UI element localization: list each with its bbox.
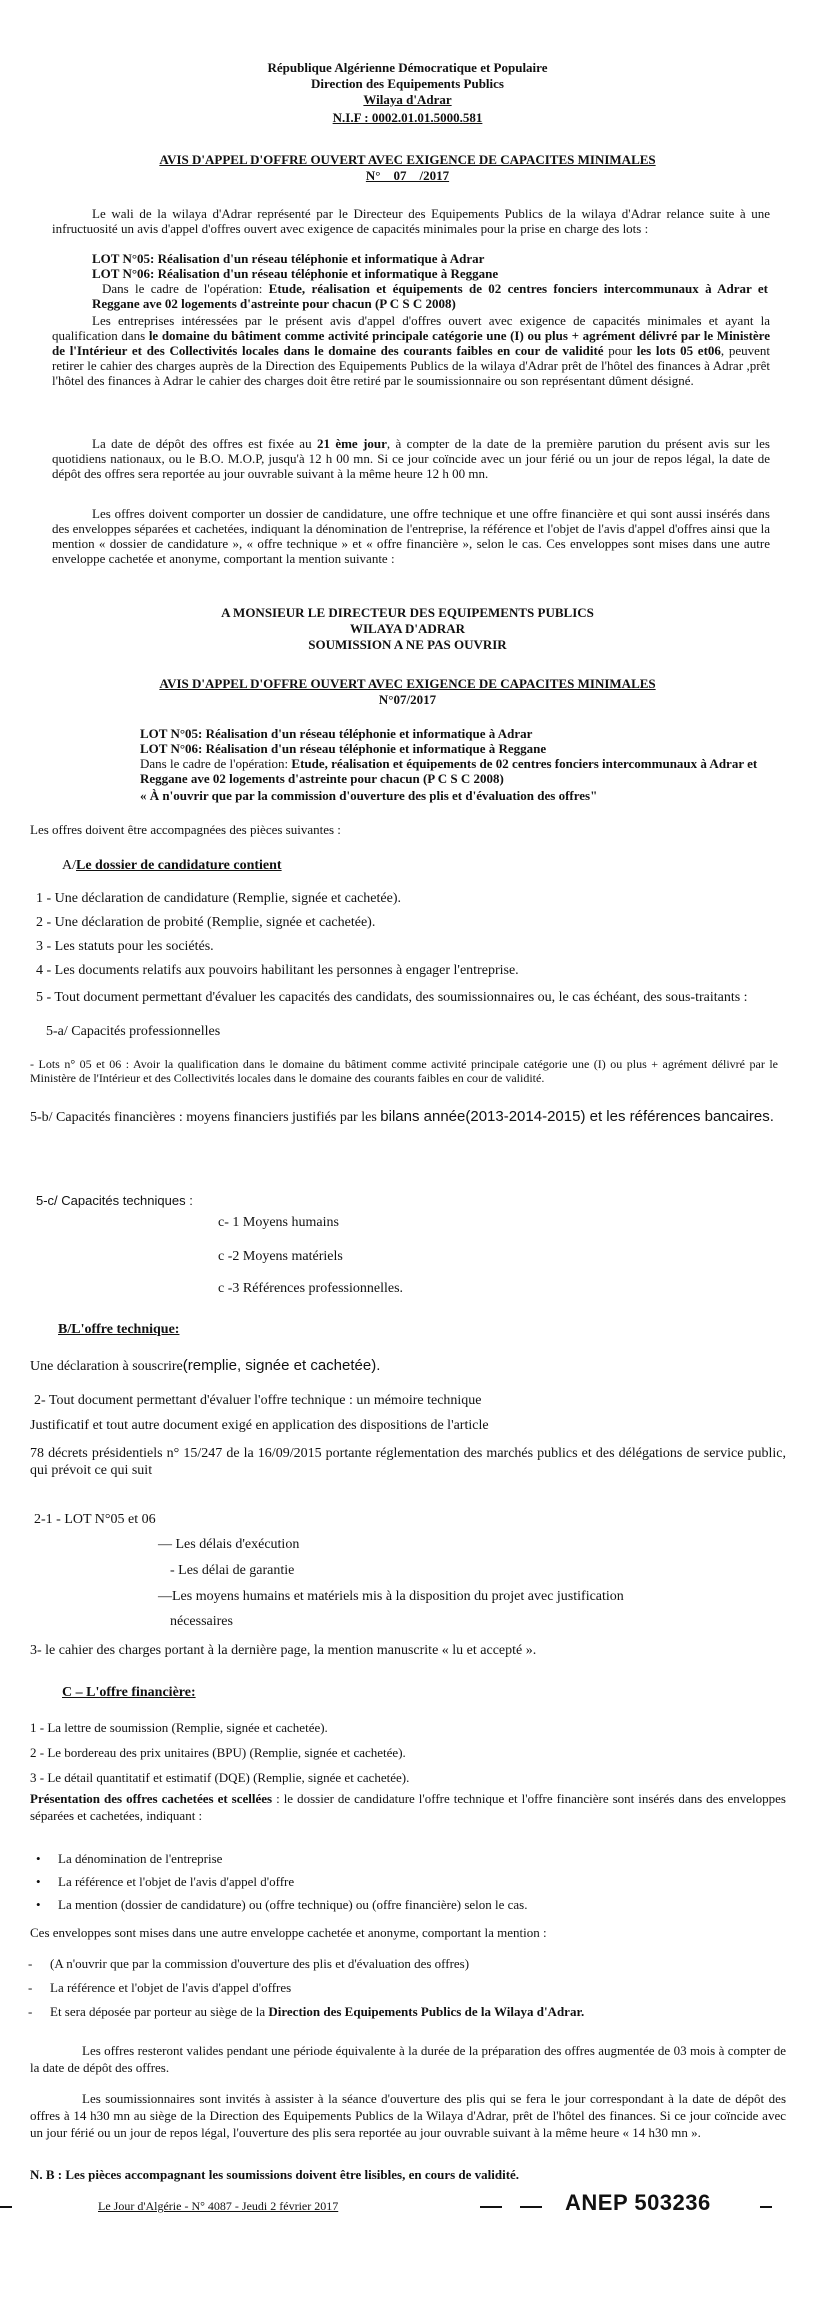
b-delais-execution: — Les délais d'exécution [158, 1537, 300, 1552]
sub-5b: 5-b/ Capacités financières : moyens financiers justifiés par les bilans année(2013-2014-2015) et les références bancaires. [30, 1108, 774, 1125]
c-dash-reference: - La référence et l'objet de l'avis d'appel d'offres [28, 1980, 292, 1995]
b-moyens: —Les moyens humains et matériels mis à la disposition du projet avec justification [158, 1589, 624, 1604]
b-decret: 78 décrets présidentiels n° 15/247 de la 16/09/2015 portante réglementation des marchés publics et des délégations de service public, qui prévoit ce qui suit [30, 1446, 786, 1478]
header-line-wilaya: Wilaya d'Adrar [363, 92, 452, 107]
pieces-intro: Les offres doivent être accompagnées des pièces suivantes : [30, 822, 341, 837]
footer-dash-right [760, 2206, 772, 2208]
c-bullet-denomination: • La dénomination de l'entreprise [58, 1851, 222, 1867]
c-invitation: Les soumissionnaires sont invités à assister à la séance d'ouverture des plis qui se fera le jour correspondant à la date de dépôt des offres à 14 h30 mn au siège de la Direction des Equipements Publics de la Wilaya d'Adrar, prêt de l'hôtel des finances. Si ce jour coïncide avec un jour férié ou un jour de repos légal, l'ouverture des plis sera reportée au jour ouvrable suivant à la même heure « 14 h30 mn ». [30, 2091, 786, 2140]
b-necessaires: nécessaires [170, 1614, 233, 1629]
c-item-dqe: 3 - Le détail quantitatif et estimatif (DQE) (Remplie, signée et cachetée). [30, 1770, 410, 1785]
section-a-heading: A/Le dossier de candidature contient [62, 858, 282, 873]
section-c-heading: C – L'offre financière: [62, 1685, 196, 1700]
republic-header [0, 60, 815, 126]
sub-c3: c -3 Références professionnelles. [218, 1281, 404, 1296]
c-item-lettre: 1 - La lettre de soumission (Remplie, signée et cachetée). [30, 1720, 328, 1735]
operation-paragraph: Dans le cadre de l'opération: Etude, réalisation et équipements de 02 centres fonciers intercommunaux à Adrar et Reggane ave 02 logements d'astreinte pour chacun (P C S C 2008) [92, 281, 768, 311]
list-item-capacites: 5 - Tout document permettant d'évaluer les capacités des candidats, des soumissionnaires ou, le cas échéant, des sous-traitants : [36, 990, 748, 1005]
c-dash-ouvrir: - (A n'ouvrir que par la commission d'ouverture des plis et d'évaluation des offres) [28, 1956, 470, 1971]
footer-dash-left [0, 2206, 12, 2208]
header-nif: N.I.F : 0002.01.01.5000.581 [332, 110, 483, 125]
deposit-date-paragraph: La date de dépôt des offres est fixée au 21 ème jour, à compter de la date de la première parution du présent avis sur les quotidiens nationaux, ou le B.O. M.O.P, jusqu'à 12 h 00 mn. Si ce jour coïncide avec un jour férié ou un jour de repos légal, la date de dépôt des offres sera reportée au jour ouvrable suivant à la même heure 12 h 00 mn. [52, 436, 770, 481]
avis-number-2: N°07/2017 [378, 692, 437, 707]
avis-title-2: AVIS D'APPEL D'OFFRE OUVERT AVEC EXIGENCE DE CAPACITES MINIMALES [159, 676, 656, 691]
footer-anep-reference: ANEP 503236 [565, 2190, 711, 2215]
lot-06: LOT N°06: Réalisation d'un réseau téléphonie et informatique à Reggane [92, 266, 499, 281]
intro-paragraph: Le wali de la wilaya d'Adrar représenté par le Directeur des Equipements Publics de la wilaya d'Adrar relance suite à une infructuosité un avis d'appel d'offres ouvert avec exigence de capacités minimales pour la prise en charge des lots : [52, 206, 770, 236]
b-item-2: 2- Tout document permettant d'évaluer l'offre technique : un mémoire technique [34, 1393, 482, 1408]
avis-number: N° 07 /2017 [365, 168, 450, 183]
sub-c1: c- 1 Moyens humains [218, 1215, 339, 1230]
lot-05: LOT N°05: Réalisation d'un réseau téléphonie et informatique à Adrar [92, 251, 485, 266]
b-item-3: 3- le cahier des charges portant à la dernière page, la mention manuscrite « lu et accepté ». [30, 1643, 537, 1658]
lots-qualification-note: - Lots n° 05 et 06 : Avoir la qualification dans le domaine du bâtiment comme activité principale catégorie une (I) ou plus + agrément délivré par le Ministère de l'Intérieur et des Collectivités locales dans le domaine des courants faibles en cour de validité. [30, 1057, 778, 1085]
c-item-bpu: 2 - Le bordereau des prix unitaires (BPU) (Remplie, signée et cachetée). [30, 1745, 406, 1760]
c-nb: N. B : Les pièces accompagnant les soumissions doivent être lisibles, en cours de validité. [30, 2167, 520, 2182]
header-line-direction: Direction des Equipements Publics [311, 76, 504, 91]
c-dash-depot: - Et sera déposée par porteur au siège de la Direction des Equipements Publics de la Wilaya d'Adrar. [28, 2004, 585, 2019]
list-item-declaration-candidature: 1 - Une déclaration de candidature (Remplie, signée et cachetée). [36, 891, 401, 906]
list-item-declaration-probite: 2 - Une déclaration de probité (Remplie, signée et cachetée). [36, 915, 376, 930]
envelope-line-wilaya: WILAYA D'ADRAR [350, 621, 465, 636]
avis-title: AVIS D'APPEL D'OFFRE OUVERT AVEC EXIGENCE DE CAPACITES MINIMALES [159, 152, 656, 167]
list-item-statuts: 3 - Les statuts pour les sociétés. [36, 939, 214, 954]
envelope-mention [0, 605, 815, 653]
opening-mention: « À n'ouvrir que par la commission d'ouverture des plis et d'évaluation des offres" [140, 788, 598, 803]
envelope-line-soumission: SOUMISSION A NE PAS OUVRIR [308, 637, 507, 652]
b-sub-2-1: 2-1 - LOT N°05 et 06 [34, 1512, 156, 1527]
b-justificatif: Justificatif et tout autre document exigé en application des dispositions de l'article [30, 1418, 489, 1433]
sub-5a: 5-a/ Capacités professionnelles [46, 1024, 221, 1039]
b-declaration: Une déclaration à souscrire(remplie, signée et cachetée). [30, 1357, 381, 1374]
footer-journal: Le Jour d'Algérie - N° 4087 - Jeudi 2 février 2017 [98, 2199, 339, 2213]
offers-composition-paragraph: Les offres doivent comporter un dossier de candidature, une offre technique et une offre financière et qui sont aussi insérés dans des enveloppes séparées et cachetées, indiquant la dénomination de l'entreprise, la référence et l'objet de l'avis d'appel d'offres ainsi que la mention « dossier de candidature », « offre technique » et « offre financière », selon le cas. Ces enveloppes sont mises dans une autre enveloppe cachetée et anonyme, comportant la mention suivante : [52, 506, 770, 566]
lot-06-2: LOT N°06: Réalisation d'un réseau téléphonie et informatique à Reggane [140, 741, 547, 756]
section-b-heading: B/L'offre technique: [58, 1322, 180, 1337]
c-presentation: Présentation des offres cachetées et scellées : le dossier de candidature l'offre technique et l'offre financière sont insérés dans des enveloppes séparées et cachetées, indiquant : [30, 1791, 786, 1823]
operation-paragraph-2: Dans le cadre de l'opération: Etude, réalisation et équipements de 02 centres fonciers intercommunaux à Adrar et Reggane ave 02 logements d'astreinte pour chacun (P C S C 2008) [140, 756, 758, 786]
b-delai-garantie: - Les délai de garantie [170, 1563, 295, 1578]
qualification-paragraph: Les entreprises intéressées par le présent avis d'appel d'offres ouvert avec exigence de capacités minimales et ayant la qualification dans le domaine du bâtiment comme activité principale catégorie une (I) ou plus + agrément délivré par le Ministère de l'Intérieur et des Collectivités locales dans le domaine des courants faibles en cour de validité pour les lots 05 et06, peuvent retirer le cahier des charges auprès de la Direction des Equipements Publics de la wilaya d'Adrar prêt de l'hôtel des finances à Adrar ,prêt l'hôtel des finances à Adrar le cahier des charges doit être retiré par le soumissionnaire ou son représentant dûment désigné. [52, 313, 770, 388]
header-line-republic: République Algérienne Démocratique et Populaire [267, 60, 548, 75]
sub-5c: 5-c/ Capacités techniques : [36, 1193, 193, 1208]
sub-c2: c -2 Moyens matériels [218, 1249, 343, 1264]
footer-dash-mid1 [480, 2206, 502, 2208]
envelope-line-director: A MONSIEUR LE DIRECTEUR DES EQUIPEMENTS PUBLICS [221, 605, 594, 620]
c-enveloppes-intro: Ces enveloppes sont mises dans une autre enveloppe cachetée et anonyme, comportant la mention : [30, 1925, 547, 1940]
c-bullet-reference: • La référence et l'objet de l'avis d'appel d'offre [58, 1874, 294, 1890]
c-validity: Les offres resteront valides pendant une période équivalente à la durée de la préparation des offres augmentée de 03 mois à compter de la date de dépôt des offres. [30, 2043, 786, 2075]
lot-05-2: LOT N°05: Réalisation d'un réseau téléphonie et informatique à Adrar [140, 726, 533, 741]
list-item-pouvoirs: 4 - Les documents relatifs aux pouvoirs habilitant les personnes à engager l'entreprise. [36, 963, 519, 978]
c-bullet-mention: • La mention (dossier de candidature) ou (offre technique) ou (offre financière) selon le cas. [58, 1897, 528, 1913]
footer-dash-mid2 [520, 2206, 542, 2208]
